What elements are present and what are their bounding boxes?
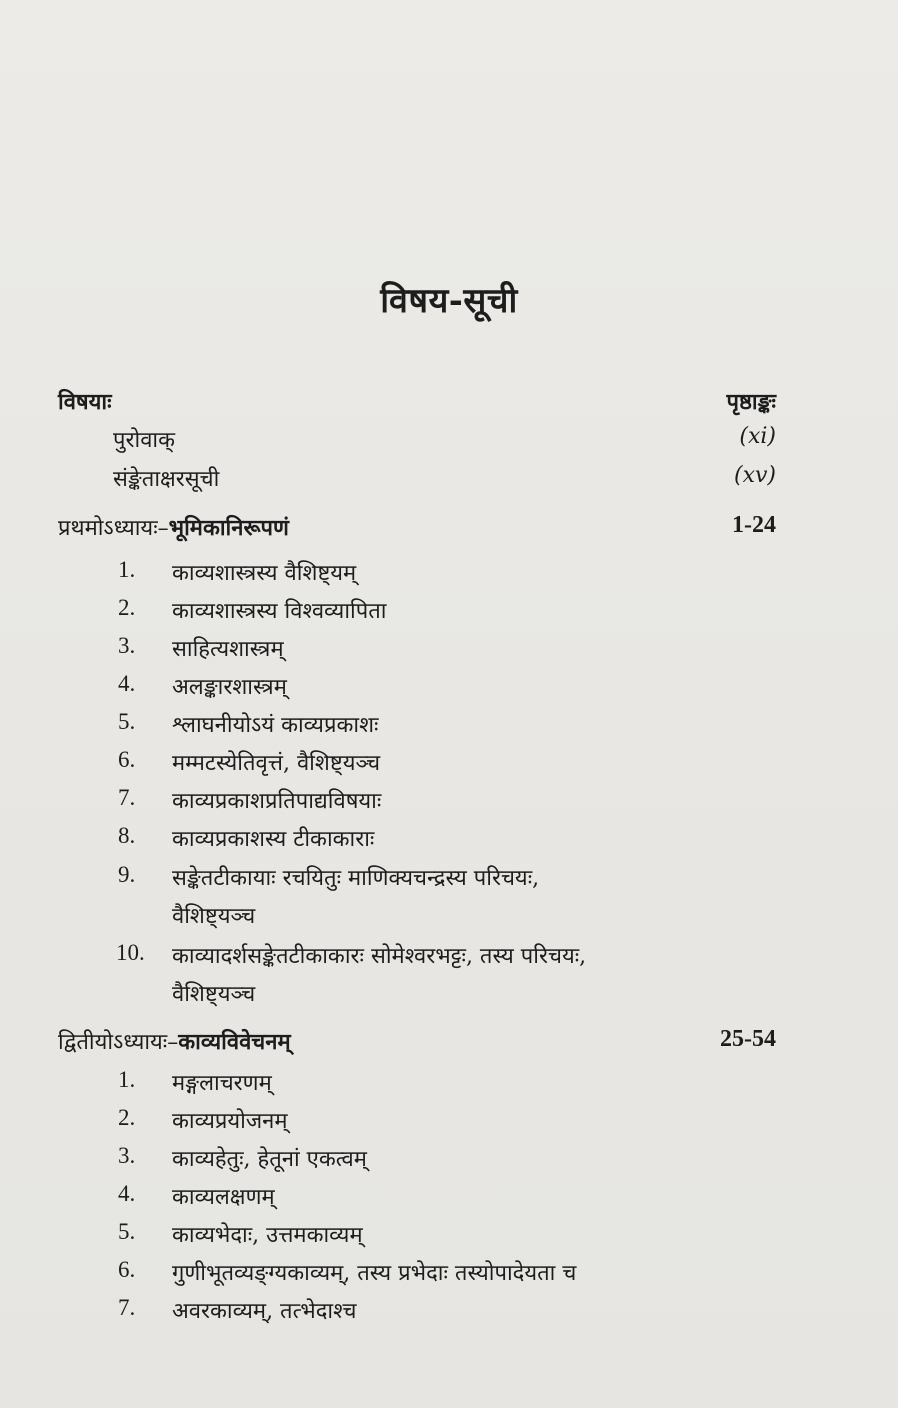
item-text: मम्मटस्येतिवृत्तं, वैशिष्ट्यञ्च <box>172 751 381 776</box>
toc-item[interactable] <box>0 595 898 633</box>
item-text-continued: वैशिष्ट्यञ्च <box>172 982 256 1007</box>
item-text: गुणीभूतव्यङ्ग्यकाव्यम्, तस्य प्रभेदाः तस्योपादेयता च <box>172 1261 577 1286</box>
item-number: 4. <box>118 1181 136 1206</box>
entry-label: संङ्केताक्षरसूची <box>113 467 220 492</box>
toc-item[interactable] <box>0 633 898 671</box>
entry-page: (xv) <box>733 463 776 488</box>
toc-item[interactable] <box>0 823 898 861</box>
toc-item-continuation <box>0 978 898 1016</box>
chapter-name: भूमिकानिरूपणं <box>168 515 289 541</box>
item-number: 3. <box>118 633 136 658</box>
toc-item[interactable] <box>0 1219 898 1257</box>
item-number: 1. <box>118 557 136 582</box>
toc-item[interactable] <box>0 785 898 823</box>
item-text: काव्यादर्शसङ्केतटीकाकारः सोमेश्वरभट्टः, तस्य परिचयः, <box>172 944 587 969</box>
item-number: 8. <box>118 823 136 848</box>
item-text: सङ्केतटीकायाः रचयितुः माणिक्यचन्द्रस्य परिचयः, <box>172 866 540 891</box>
chapter-heading-2[interactable] <box>0 1026 898 1064</box>
chapter-name: काव्यविवेचनम् <box>178 1029 291 1055</box>
item-text-continued: वैशिष्ट्यञ्च <box>172 904 256 929</box>
toc-header <box>0 386 898 424</box>
page-title: विषय-सूची <box>380 281 518 321</box>
toc-item[interactable] <box>0 709 898 747</box>
item-number: 1. <box>118 1067 136 1092</box>
item-text: साहित्यशास्त्रम् <box>172 637 284 662</box>
toc-item[interactable] <box>0 671 898 709</box>
item-number: 3. <box>118 1143 136 1168</box>
item-text: काव्यहेतुः, हेतूनां एकत्वम् <box>172 1147 367 1172</box>
toc-entry-preface[interactable] <box>0 424 898 462</box>
item-text: काव्यभेदाः, उत्तमकाव्यम् <box>172 1223 363 1248</box>
item-text: अलङ्कारशास्त्रम् <box>172 675 287 700</box>
toc-item-continuation <box>0 900 898 938</box>
item-text: काव्यप्रयोजनम् <box>172 1109 288 1134</box>
chapter-label: प्रथमोऽध्यायः– <box>58 516 169 541</box>
item-number: 2. <box>118 595 136 620</box>
item-text: काव्यप्रकाशस्य टीकाकाराः <box>172 827 375 852</box>
toc-item[interactable] <box>0 1181 898 1219</box>
item-number: 6. <box>118 1257 136 1282</box>
toc-item[interactable] <box>0 862 898 900</box>
item-number: 10. <box>116 940 145 965</box>
item-text: मङ्गलाचरणम् <box>172 1071 272 1096</box>
item-text: काव्यशास्त्रस्य वैशिष्ट्यम् <box>172 561 357 586</box>
chapter-label: द्वितीयोऽध्यायः– <box>58 1030 179 1055</box>
toc-item[interactable] <box>0 940 898 978</box>
chapter-pages: 25-54 <box>720 1026 776 1052</box>
toc-item[interactable] <box>0 1257 898 1295</box>
toc-item[interactable] <box>0 1105 898 1143</box>
toc-item[interactable] <box>0 1295 898 1333</box>
item-text: काव्यलक्षणम् <box>172 1185 275 1210</box>
entry-page: (xi) <box>739 424 776 449</box>
toc-item[interactable] <box>0 557 898 595</box>
subjects-heading: विषयाः <box>58 389 112 415</box>
page-numbers-heading: पृष्ठाङ्कः <box>726 389 776 415</box>
item-number: 9. <box>118 862 136 887</box>
item-number: 6. <box>118 747 136 772</box>
item-number: 7. <box>118 785 136 810</box>
toc-item[interactable] <box>0 1067 898 1105</box>
chapter-heading-1[interactable] <box>0 512 898 550</box>
item-number: 2. <box>118 1105 136 1130</box>
toc-item[interactable] <box>0 747 898 785</box>
item-number: 5. <box>118 709 136 734</box>
item-text: अवरकाव्यम्, तत्भेदाश्च <box>172 1299 357 1324</box>
item-number: 7. <box>118 1295 136 1320</box>
item-number: 5. <box>118 1219 136 1244</box>
item-text: काव्यशास्त्रस्य विश्वव्यापिता <box>172 599 387 624</box>
entry-label: पुरोवाक् <box>113 428 176 453</box>
item-number: 4. <box>118 671 136 696</box>
chapter-pages: 1-24 <box>732 512 776 538</box>
toc-entry-abbreviations[interactable] <box>0 463 898 501</box>
toc-item[interactable] <box>0 1143 898 1181</box>
item-text: श्लाघनीयोऽयं काव्यप्रकाशः <box>172 713 379 738</box>
item-text: काव्यप्रकाशप्रतिपाद्यविषयाः <box>172 789 382 814</box>
